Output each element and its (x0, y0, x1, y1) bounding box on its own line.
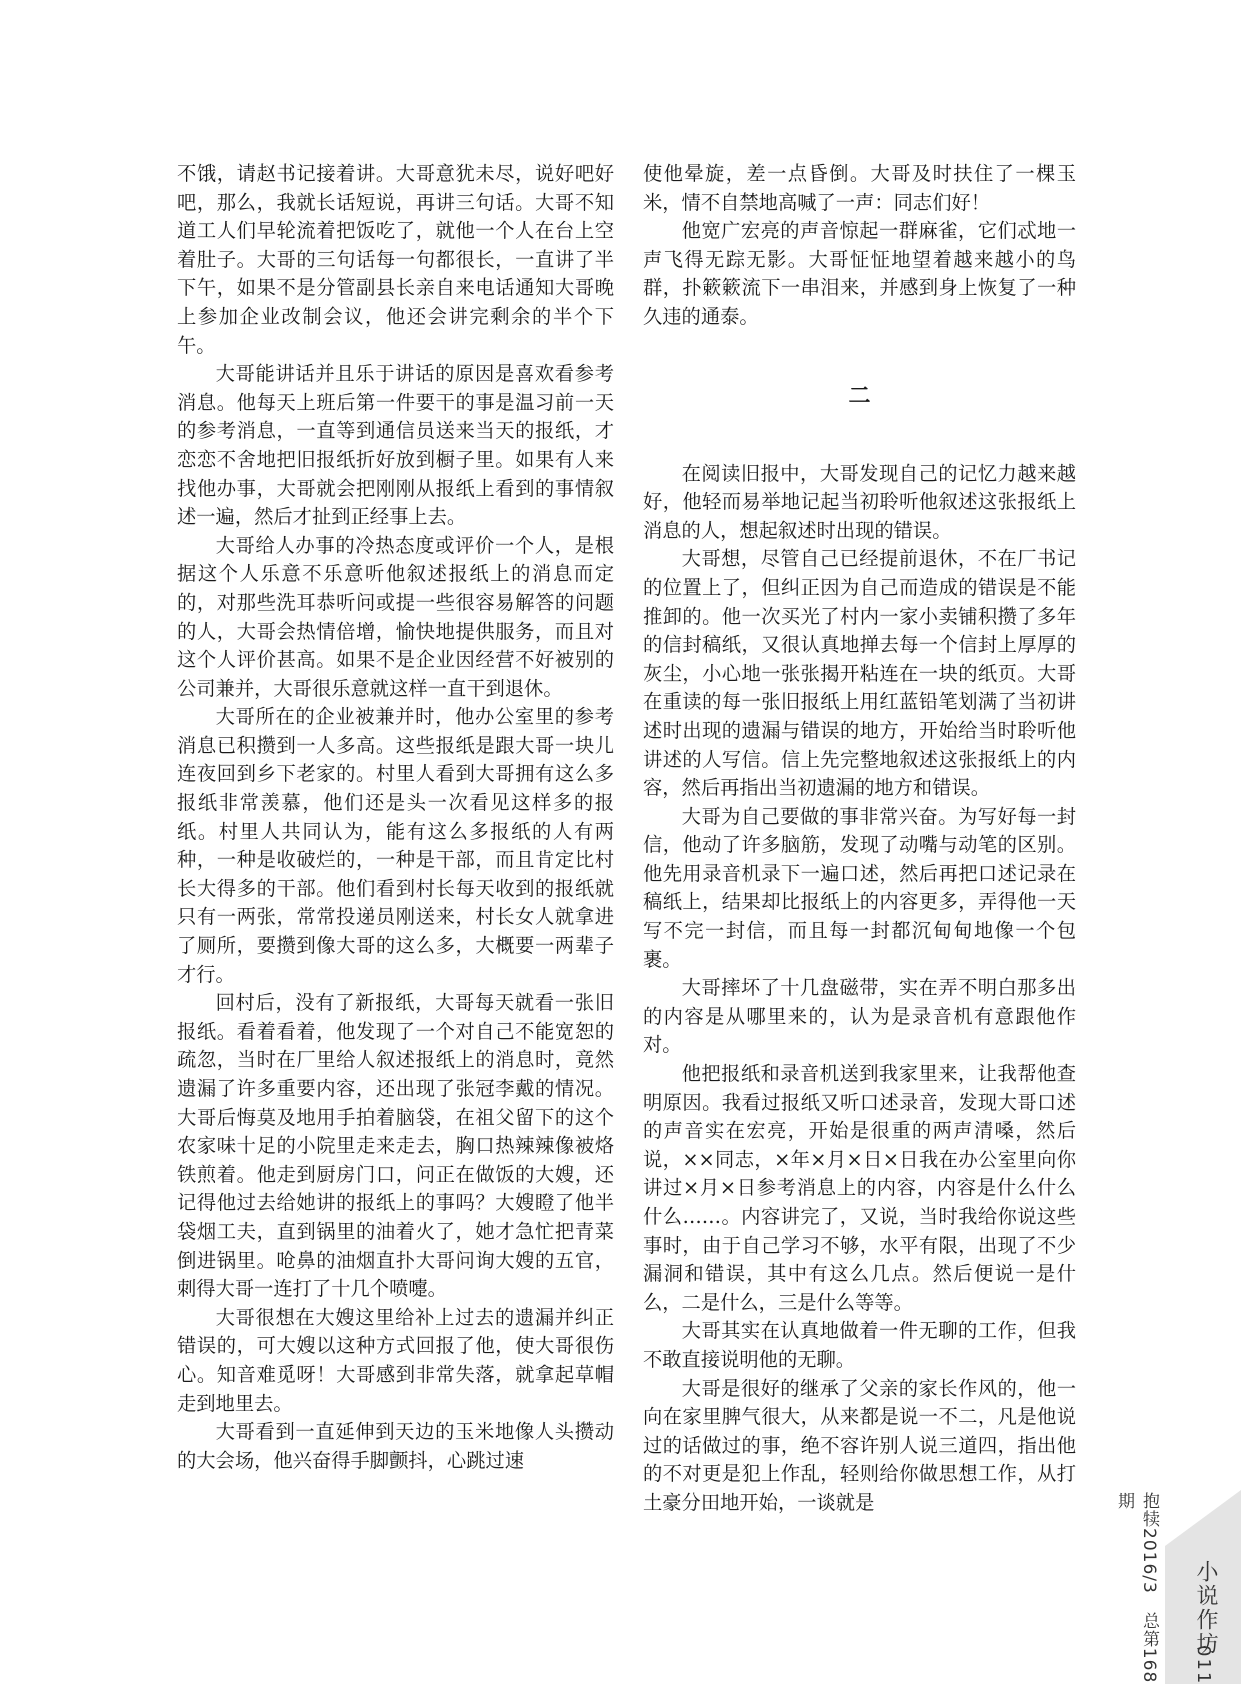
paragraph: 在阅读旧报中，大哥发现自己的记忆力越来越好，他轻而易举地记起当初聆听他叙述这张报纸上消息的人，想起叙述时出现的错误。 (643, 461, 1076, 542)
section-heading: 二 (848, 382, 871, 409)
paragraph: 大哥是很好的继承了父亲的家长作风的，他一向在家里脾气很大，从来都是说一不二，凡是他说过的话做过的事，绝不容许别人说三道四，指出他的不对更是犯上作乱，轻则给你做思想工作，从打土豪分田地开始，一谈就是 (643, 1376, 1076, 1514)
paragraph: 大哥想，尽管自己已经提前退休，不在厂书记的位置上了，但纠正因为自己而造成的错误是不能推卸的。他一次买光了村内一家小卖铺积攒了多年的信封稿纸，又很认真地掸去每一个信封上厚厚的灰尘，小心地一张张揭开粘连在一块的纸页。大哥在重读的每一张旧报纸上用红蓝铅笔划满了当初讲述时出现的遗漏与错误的地方，开始给当时聆听他讲述的人写信。信上先完整地叙述这张报纸上的内容，然后再指出当初遗漏的地方和错误。 (643, 547, 1076, 800)
page-number: 011 (1193, 1645, 1214, 1685)
right-text-column (643, 160, 1076, 1518)
paragraph: 不饿，请赵书记接着讲。大哥意犹未尽，说好吧好吧，那么，我就长话短说，再讲三句话。大哥不知道工人们早轮流着把饭吃了，就他一个人在台上空着肚子。大哥的三句话每一句都很长，一直讲了半下午，如果不是分管副县长亲自来电话通知大哥晚上参加企业改制会议，他还会讲完剩余的半个下午。 (177, 162, 614, 357)
paragraph: 大哥看到一直延伸到天边的玉米地像人头攒动的大会场，他兴奋得手脚颤抖，心跳过速 (177, 1420, 614, 1472)
paragraph: 大哥给人办事的冷热态度或评价一个人，是根据这个人乐意不乐意听他叙述报纸上的消息而定的，对那些洗耳恭听问或提一些很容易解答的问题的人，大哥会热情倍增，愉快地提供服务，而且对这个人评价甚高。如果不是企业因经营不好被别的公司兼并，大哥很乐意就这样一直干到退休。 (177, 533, 614, 700)
side-tab-notch (1165, 1490, 1241, 1546)
paragraph: 大哥为自己要做的事非常兴奋。为写好每一封信，他动了许多脑筋，发现了动嘴与动笔的区别。他先用录音机录下一遍口述，然后再把口述记录在稿纸上，结果却比报纸上的内容更多，弄得他一天写不完一封信，而且每一封都沉甸甸地像一个包裹。 (643, 804, 1076, 971)
column-name: 小说作坊 (1193, 1560, 1218, 1656)
paragraph: 大哥很想在大嫂这里给补上过去的遗漏并纠正错误的，可大嫂以这种方式回报了他，使大哥很伤心。知音难觅呀！大哥感到非常失落，就拿起草帽走到地里去。 (177, 1305, 614, 1415)
paragraph: 大哥能讲话并且乐于讲话的原因是喜欢看参考消息。他每天上班后第一件要干的事是温习前一天的参考消息，一直等到通信员送来当天的报纸，才恋恋不舍地把旧报纸折好放到橱子里。如果有人来找他办事，大哥就会把刚刚从报纸上看到的事情叙述一遍，然后才扯到正经事上去。 (177, 362, 614, 529)
journal-issue-info: 抱犊2016/3 总第168期 (1114, 1492, 1159, 1684)
paragraph: 他宽广宏亮的声音惊起一群麻雀，它们忒地一声飞得无踪无影。大哥怔怔地望着越来越小的鸟群，扑簌簌流下一串泪来，并感到身上恢复了一种久违的通泰。 (643, 219, 1076, 328)
paragraph: 大哥其实在认真地做着一件无聊的工作，但我不敢直接说明他的无聊。 (643, 1319, 1076, 1371)
paragraph: 大哥所在的企业被兼并时，他办公室里的参考消息已积攒到一人多高。这些报纸是跟大哥一块儿连夜回到乡下老家的。村里人看到大哥拥有这么多报纸非常羡慕，他们还是头一次看见这样多的报纸。村里人共同认为，能有这么多报纸的人有两种，一种是收破烂的，一种是干部，而且肯定比村长大得多的干部。他们看到村长每天收到的报纸就只有一两张，常常投递员刚送来，村长女人就拿进了厕所，要攒到像大哥的这么多，大概要一两辈子才行。 (177, 705, 614, 986)
paragraph: 回村后，没有了新报纸，大哥每天就看一张旧报纸。看着看着，他发现了一个对自己不能宽恕的疏忽，当时在厂里给人叙述报纸上的消息时，竟然遗漏了许多重要内容，还出现了张冠李戴的情况。大哥后悔莫及地用手拍着脑袋，在祖父留下的这个农家味十足的小院里走来走去，胸口热辣辣像被烙铁煎着。他走到厨房门口，问正在做饭的大嫂，还记得他过去给她讲的报纸上的事吗？大嫂瞪了他半袋烟工夫，直到锅里的油着火了，她才急忙把青菜倒进锅里。呛鼻的油烟直扑大哥问询大嫂的五官，刺得大哥一连打了十几个喷嚏。 (177, 991, 614, 1301)
paragraph: 使他晕旋，差一点昏倒。大哥及时扶住了一棵玉米，情不自禁地高喊了一声：同志们好！ (643, 162, 1076, 214)
paragraph: 他把报纸和录音机送到我家里来，让我帮他查明原因。我看过报纸又听口述录音，发现大哥口述的声音实在宏亮，开始是很重的两声清嗓，然后说，××同志，×年×月×日×日我在办公室里向你讲过×月×日参考消息上的内容，内容是什么什么什么……。内容讲完了，又说，当时我给你说这些事时，由于自己学习不够，水平有限，出现了不少漏洞和错误，其中有这么几点。然后便说一是什么，二是什么，三是什么等等。 (643, 1062, 1076, 1314)
paragraph: 大哥摔坏了十几盘磁带，实在弄不明白那多出的内容是从哪里来的，认为是录音机有意跟他作对。 (643, 976, 1076, 1057)
left-text-column (177, 160, 614, 1475)
